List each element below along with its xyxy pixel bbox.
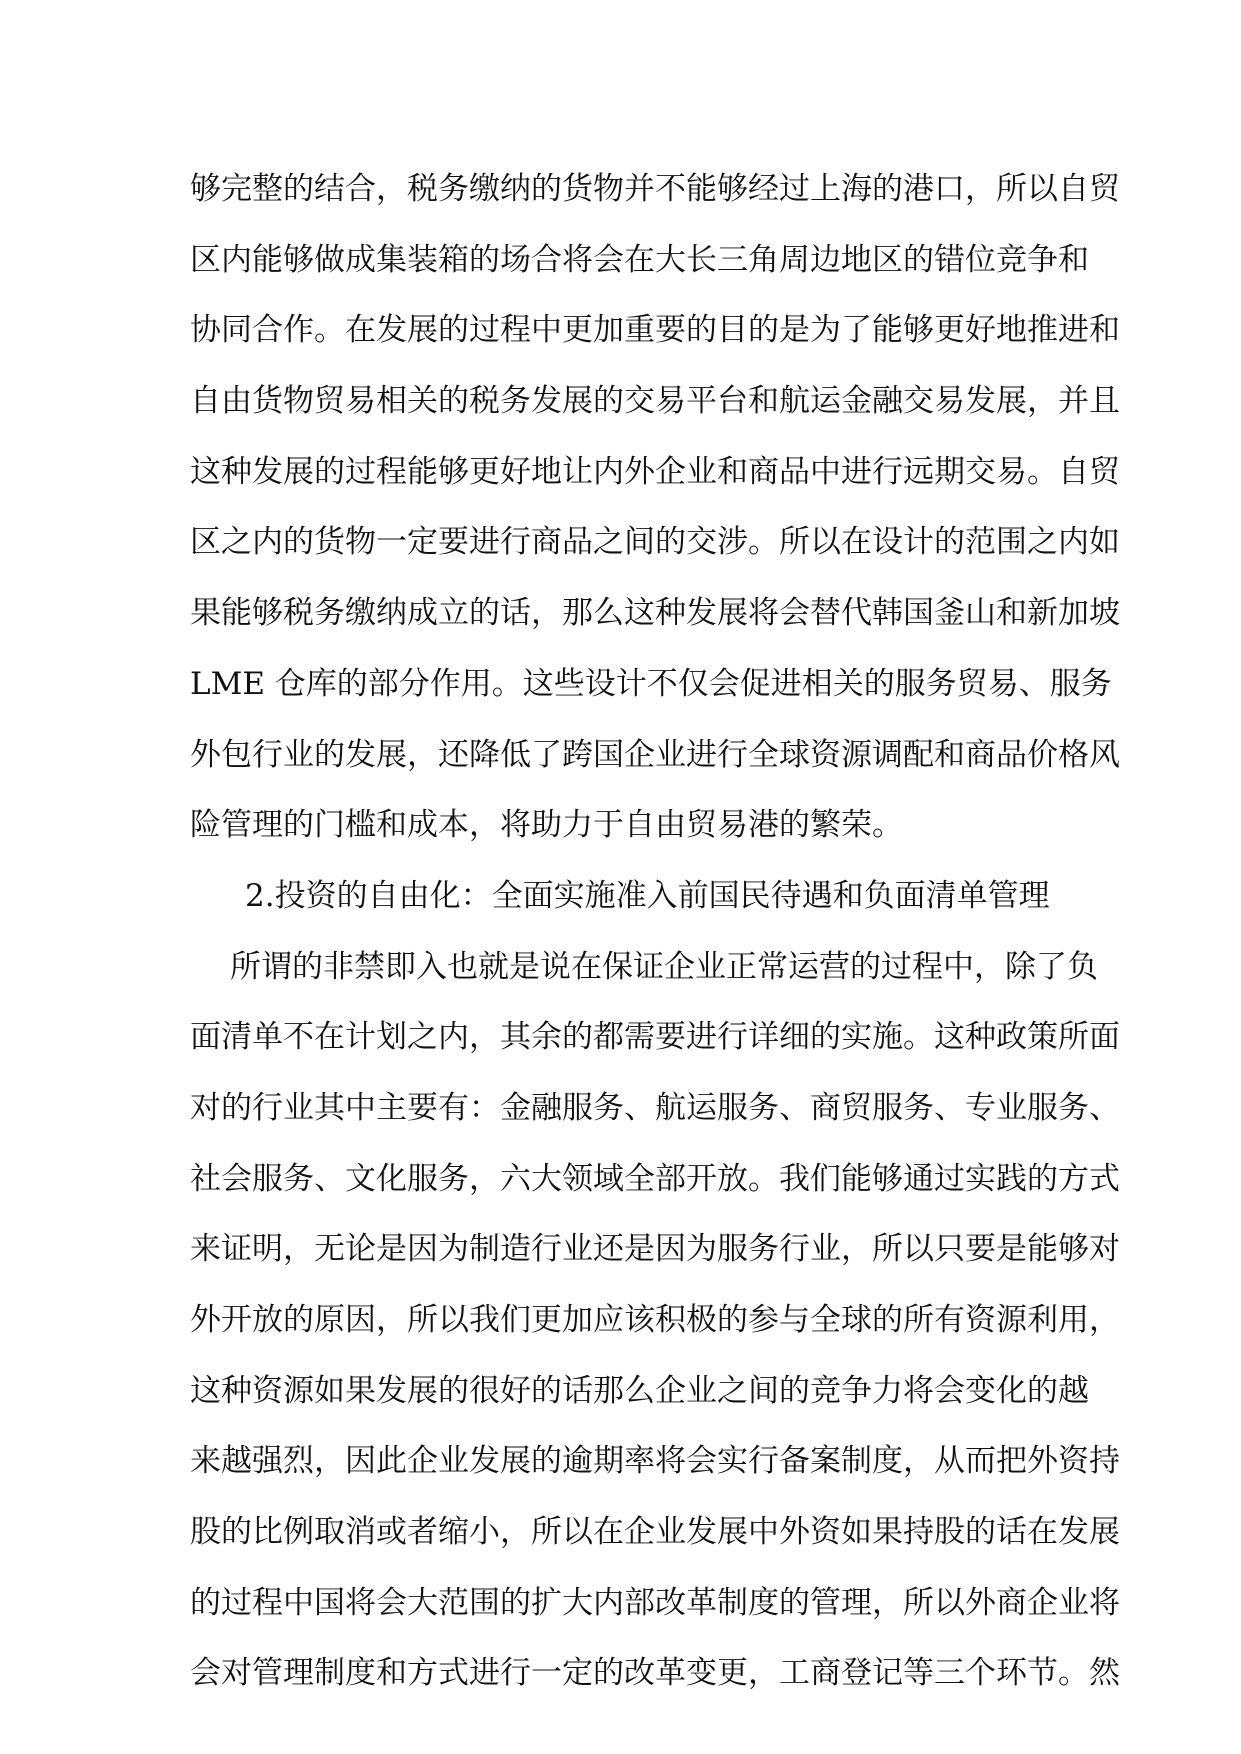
text-line: 对的行业其中主要有：金融服务、航运服务、商贸服务、专业服务、 [190,1089,1120,1126]
text-line: 来证明，无论是因为制造行业还是因为服务行业，所以只要是能够对 [190,1231,1120,1268]
text-line: 外包行业的发展，还降低了跨国企业进行全球资源调配和商品价格风 [190,736,1120,773]
text-line: 来越强烈，因此企业发展的逾期率将会实行备案制度，从而把外资持 [190,1443,1120,1480]
text-line: 果能够税务缴纳成立的话，那么这种发展将会替代韩国釜山和新加坡 [190,595,1120,632]
text-line: 这种资源如果发展的很好的话那么企业之间的竞争力将会变化的越 [190,1372,1089,1409]
text-line: LME 仓库的部分作用。这些设计不仅会促进相关的服务贸易、服务 [190,665,1112,702]
text-line: 这种发展的过程能够更好地让内外企业和商品中进行远期交易。自贸 [190,453,1120,490]
text-line: 股的比例取消或者缩小，所以在企业发展中外资如果持股的话在发展 [190,1514,1120,1551]
text-line-paragraph-end: 险管理的门槛和成本，将助力于自由贸易港的繁荣。 [190,807,903,844]
text-line: 区内能够做成集装箱的场合将会在大长三角周边地区的错位竞争和 [190,241,1089,278]
text-line: 够完整的结合，税务缴纳的货物并不能够经过上海的港口，所以自贸 [190,171,1120,207]
text-line: 社会服务、文化服务，六大领域全部开放。我们能够通过实践的方式 [190,1160,1120,1197]
section-heading: 2.投资的自由化：全面实施准入前国民待遇和负面清单管理 [245,877,1050,914]
text-line: 区之内的货物一定要进行商品之间的交涉。所以在设计的范围之内如 [190,524,1120,561]
text-line: 协同合作。在发展的过程中更加重要的目的是为了能够更好地推进和 [190,312,1120,349]
body-text [190,154,1120,1709]
text-line-paragraph-start: 所谓的非禁即入也就是说在保证企业正常运营的过程中，除了负 [230,948,1098,985]
text-line: 的过程中国将会大范围的扩大内部改革制度的管理，所以外商企业将 [190,1584,1120,1621]
text-line: 面清单不在计划之内，其余的都需要进行详细的实施。这种政策所面 [190,1019,1120,1056]
text-line: 自由货物贸易相关的税务发展的交易平台和航运金融交易发展，并且 [190,383,1120,420]
text-line: 会对管理制度和方式进行一定的改革变更，工商登记等三个环节。然 [190,1655,1120,1692]
text-line: 外开放的原因，所以我们更加应该积极的参与全球的所有资源利用， [190,1302,1120,1338]
